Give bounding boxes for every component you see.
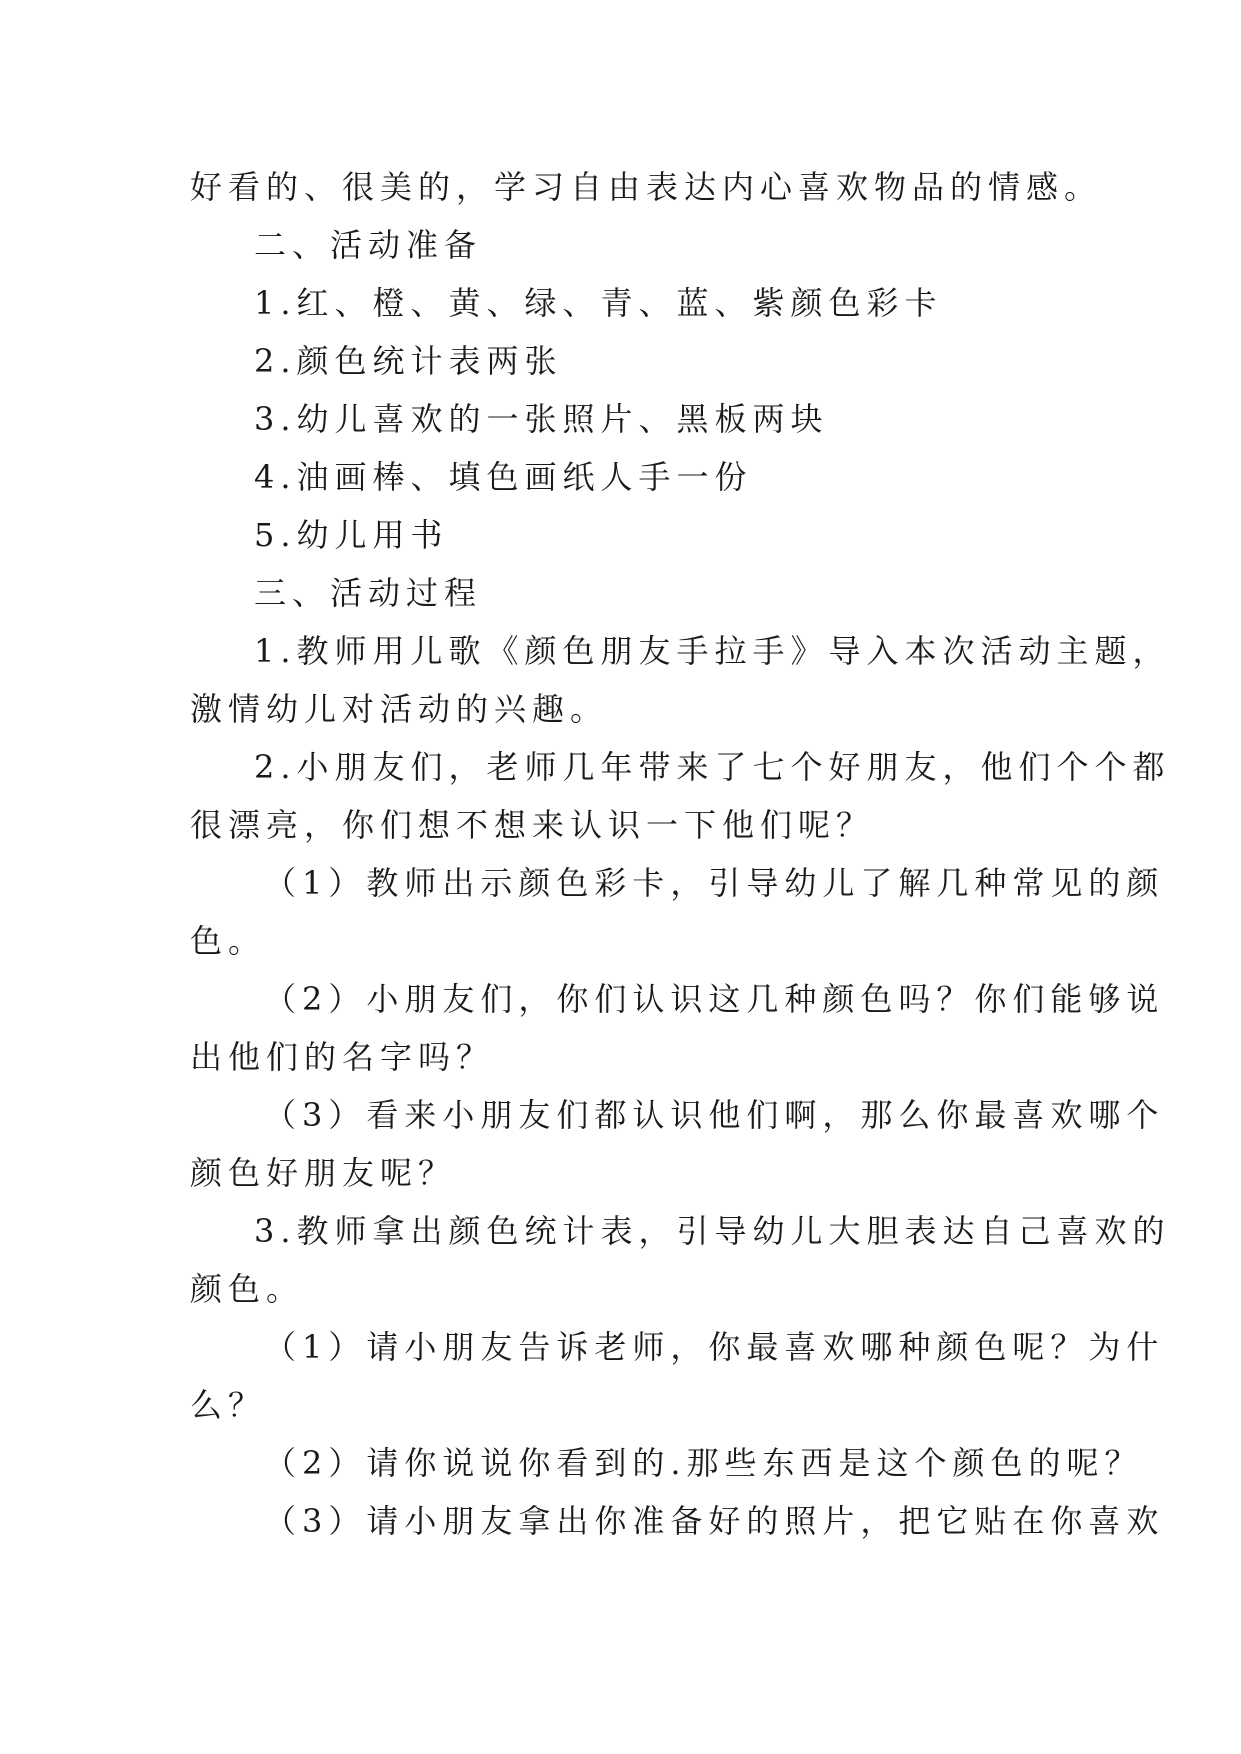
paragraph-line: 3.教师拿出颜色统计表，引导幼儿大胆表达自己喜欢的 [254,1212,1171,1250]
paragraph-line: 颜色好朋友呢？ [190,1154,457,1192]
paragraph-line: 色。 [190,922,267,960]
section-heading: 二、活动准备 [254,226,483,264]
document-body [190,158,1171,1550]
paragraph-line: （1）请小朋友告诉老师，你最喜欢哪种颜色呢？为什 [264,1328,1165,1366]
paragraph-line: （3）请小朋友拿出你准备好的照片，把它贴在你喜欢 [264,1502,1165,1540]
list-item: 2.颜色统计表两张 [254,342,563,380]
paragraph-line: （2）小朋友们，你们认识这几种颜色吗？你们能够说 [264,980,1165,1018]
paragraph-line: 出他们的名字吗？ [190,1038,495,1076]
paragraph-line: 好看的、很美的，学习自由表达内心喜欢物品的情感。 [190,168,1103,206]
section-heading: 三、活动过程 [254,574,483,612]
list-item: 4.油画棒、填色画纸人手一份 [254,458,753,496]
list-item: 1.红、橙、黄、绿、青、蓝、紫颜色彩卡 [254,284,943,322]
paragraph-line: 很漂亮，你们想不想来认识一下他们呢？ [190,806,875,844]
paragraph-line: （2）请你说说你看到的.那些东西是这个颜色的呢？ [264,1444,1143,1482]
paragraph-line: 1.教师用儿歌《颜色朋友手拉手》导入本次活动主题， [254,632,1171,670]
paragraph-line: （1）教师出示颜色彩卡，引导幼儿了解几种常见的颜 [264,864,1165,902]
paragraph-line: 激情幼儿对活动的兴趣。 [190,690,609,728]
list-item: 5.幼儿用书 [254,516,449,554]
paragraph-line: 么？ [190,1386,267,1424]
paragraph-line: 2.小朋友们，老师几年带来了七个好朋友，他们个个都 [254,748,1171,786]
paragraph-line: 颜色。 [190,1270,305,1308]
paragraph-line: （3）看来小朋友们都认识他们啊，那么你最喜欢哪个 [264,1096,1165,1134]
list-item: 3.幼儿喜欢的一张照片、黑板两块 [254,400,829,438]
